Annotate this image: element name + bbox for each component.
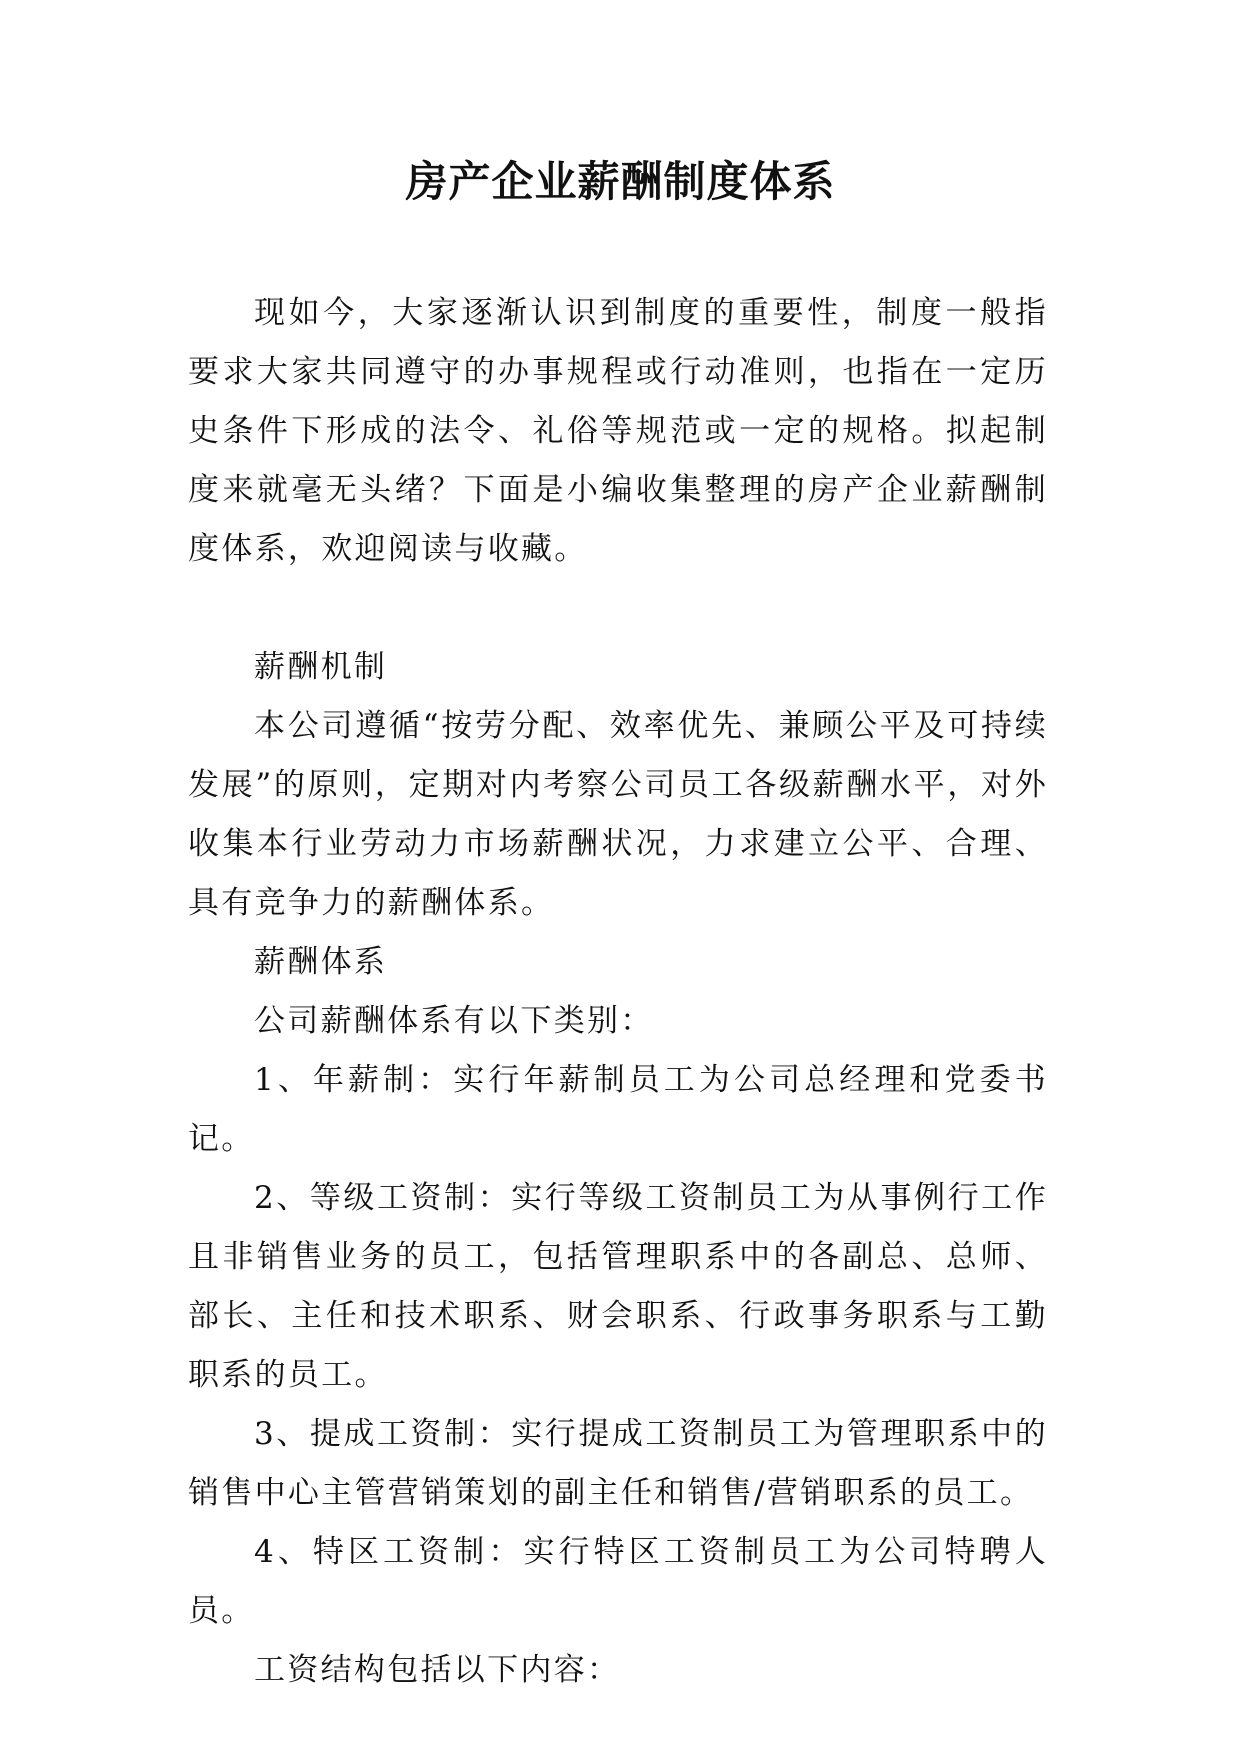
- salary-mechanism-paragraph: 本公司遵循“按劳分配、效率优先、兼顾公平及可持续发展”的原则，定期对内考察公司员工各级薪酬水平，对外收集本行业劳动力市场薪酬状况，力求建立公平、合理、具有竞争力的薪酬体系。: [188, 708, 1048, 921]
- salary-structure-intro: 工资结构包括以下内容：: [254, 1652, 621, 1688]
- list-item-annual-salary: 1、年薪制：实行年薪制员工为公司总经理和党委书记。: [188, 1062, 1048, 1157]
- paragraph-spacer: [188, 579, 1048, 638]
- document-body: [188, 284, 1048, 1700]
- salary-system-intro: 公司薪酬体系有以下类别：: [254, 1003, 654, 1039]
- list-item-special-salary: 4、特区工资制：实行特区工资制员工为公司特聘人员。: [188, 1534, 1048, 1629]
- document-title: 房产企业薪酬制度体系: [405, 157, 836, 206]
- list-item-grade-salary: 2、等级工资制：实行等级工资制员工为从事例行工作且非销售业务的员工，包括管理职系中的各副总、总师、部长、主任和技术职系、财会职系、行政事务职系与工勤职系的员工。: [188, 1180, 1048, 1393]
- section-heading-salary-system: 薪酬体系: [254, 944, 388, 980]
- list-item-commission-salary: 3、提成工资制：实行提成工资制员工为管理职系中的销售中心主管营销策划的副主任和销售/营销职系的员工。: [188, 1416, 1048, 1511]
- section-heading-salary-mechanism: 薪酬机制: [254, 649, 388, 685]
- intro-paragraph: 现如今，大家逐渐认识到制度的重要性，制度一般指要求大家共同遵守的办事规程或行动准则，也指在一定历史条件下形成的法令、礼俗等规范或一定的规格。拟起制度来就毫无头绪？下面是小编收集整理的房产企业薪酬制度体系，欢迎阅读与收藏。: [188, 295, 1048, 567]
